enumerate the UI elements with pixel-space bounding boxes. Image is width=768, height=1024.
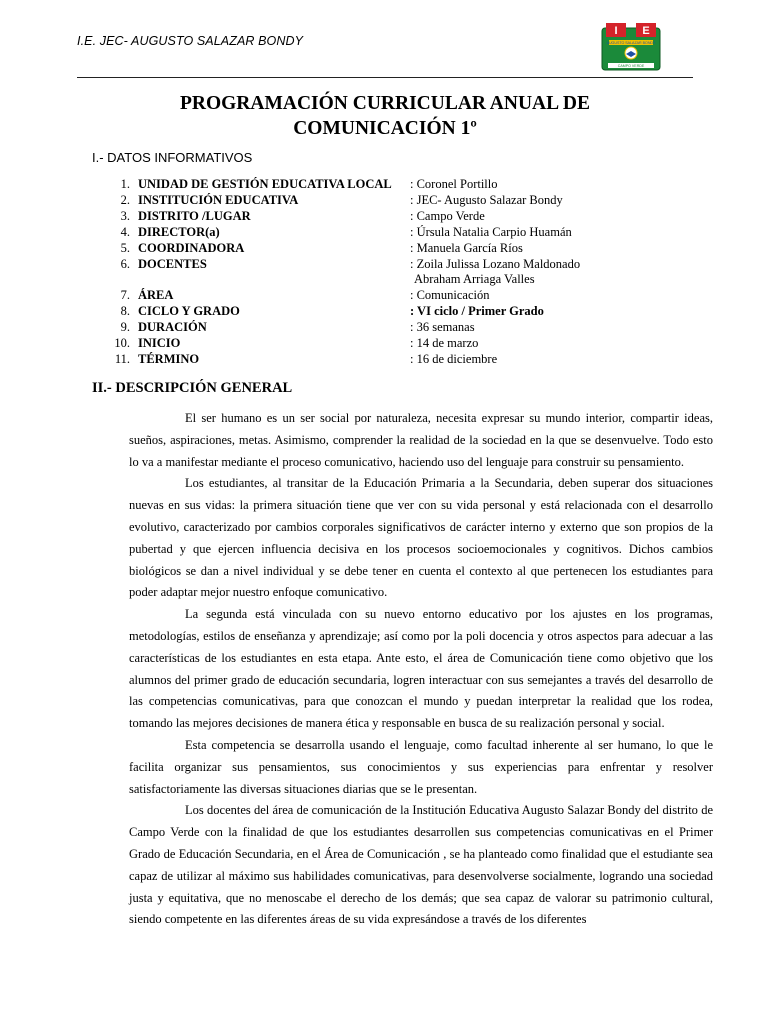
crest-top-text: AUGUSTO SALAZAR BONDY (606, 41, 656, 45)
info-label: INSTITUCIÓN EDUCATIVA (138, 193, 299, 207)
school-header: I.E. JEC- AUGUSTO SALAZAR BONDY (77, 34, 304, 48)
page-title (130, 91, 640, 141)
info-value: : 14 de marzo (410, 336, 479, 350)
info-label: DISTRITO /LUGAR (138, 209, 251, 223)
header-divider (77, 77, 693, 78)
info-label: DIRECTOR(a) (138, 225, 220, 239)
info-label: ÁREA (138, 288, 174, 302)
info-label: TÉRMINO (138, 352, 200, 366)
paragraph: La segunda está vinculada con su nuevo entorno educativo por los ajustes en los programas, metodologías, estilos de enseñanza y aprendizaje; así como por la poli docencia y otros aspectos para adecuar a las características de los estudiantes en esta etapa. Ante esto, el área de Comunicación tiene como objetivo que los alumnos del primer grado de educación secundaria, logren interactuar con sus semejantes a través del desarrollo de las competencias comunicativas, para que conozcan el mundo y puedan interpretar la realidad que los rodea, tomando las mejores decisiones de manera ética y responsable en busca de su realización personal y social. (129, 607, 713, 731)
info-value-extra: Abraham Arriaga Valles (414, 272, 535, 286)
paragraph: El ser humano es un ser social por naturaleza, necesita expresar su mundo interior, compartir ideas, sueños, aspiraciones, metas. Asimismo, comprender la realidad de la sociedad en la que se desenvuelve. Todo esto lo va a manifestar mediante el proceso comunicativo, haciendo uso del lenguaje para construir su pensamiento. (129, 411, 713, 469)
paragraph: Los estudiantes, al transitar de la Educación Primaria a la Secundaria, deben superar dos situaciones nuevas en sus vidas: la primera situación tiene que ver con su vida personal y está relacionada con el desarrollo evolutivo, caracterizado por cambios corporales significativos de carácter interno y externo que son propios de la pubertad y que ejercen influencia decisiva en los procesos socioemocionales y cognitivos. Dichos cambios biológicos se dan a nivel individual y se debe tener en cuenta el contexto al que pertenecen los estudiantes para poder adaptar mejor nuestro enfoque comunicativo. (129, 476, 713, 600)
svg-text:I: I (614, 25, 618, 37)
title-text: PROGRAMACIÓN CURRICULAR ANUAL DE COMUNICACIÓN 1º (179, 93, 591, 139)
info-number: 4. (120, 225, 130, 239)
info-value: : Coronel Portillo (410, 177, 498, 191)
info-number: 8. (120, 304, 130, 318)
info-value: : Úrsula Natalia Carpio Huamán (410, 225, 572, 239)
info-value: : Campo Verde (410, 209, 485, 223)
info-value: : Zoila Julissa Lozano Maldonado (410, 257, 581, 271)
info-label: DURACIÓN (138, 320, 207, 334)
info-number: 10. (114, 336, 130, 350)
description-body (129, 408, 713, 931)
school-crest-icon (600, 20, 662, 72)
paragraph: Esta competencia se desarrolla usando el lenguaje, como facultad inherente al ser humano, lo que le facilita organizar sus pensamientos, sus conocimientos y sus experiencias para enfrentar y resolver satisfactoriamente las diversas situaciones diarias que se le presentan. (129, 737, 713, 796)
info-label: INICIO (138, 336, 181, 350)
info-number: 11. (114, 352, 130, 366)
info-number: 5. (120, 241, 130, 255)
section-heading-datos: I.- DATOS INFORMATIVOS (92, 150, 253, 165)
info-value: : 16 de diciembre (410, 352, 498, 366)
info-label: CICLO Y GRADO (138, 304, 240, 318)
info-number: 6. (120, 257, 130, 271)
info-number: 2. (120, 193, 130, 207)
info-value: : VI ciclo / Primer Grado (410, 304, 544, 318)
info-value: : JEC- Augusto Salazar Bondy (410, 193, 563, 207)
info-number: 1. (120, 177, 130, 191)
info-value: : Manuela García Ríos (410, 241, 523, 255)
info-number: 3. (120, 209, 130, 223)
info-number: 9. (120, 320, 130, 334)
section-heading-descripcion: II.- DESCRIPCIÓN GENERAL (92, 380, 293, 396)
info-label: DOCENTES (138, 257, 207, 271)
info-number: 7. (120, 288, 130, 302)
info-label: UNIDAD DE GESTIÓN EDUCATIVA LOCAL (138, 177, 392, 191)
info-value: : 36 semanas (410, 320, 475, 334)
paragraph: Los docentes del área de comunicación de la Institución Educativa Augusto Salazar Bondy del distrito de Campo Verde con la finalidad de que los estudiantes desarrollen sus competencias comunicativas en el Primer Grado de Educación Secundaria, en el Área de Comunicación , se ha planteado como finalidad que el estudiante sea capaz de utilizar al máximo sus habilidades comunicativas, para desenvolverse socialmente, logrando una sociedad justa y equitativa, que no menoscabe el derecho de los demás; que sea capaz de valorar su patrimonio cultural, siendo competente en las diferentes áreas de su vida expresándose a través de los diferentes (129, 803, 713, 927)
info-label: COORDINADORA (138, 241, 245, 255)
svg-text:E: E (642, 25, 650, 37)
crest-bottom-text: CAMPO VERDE (617, 64, 645, 68)
info-value: : Comunicación (410, 288, 490, 302)
